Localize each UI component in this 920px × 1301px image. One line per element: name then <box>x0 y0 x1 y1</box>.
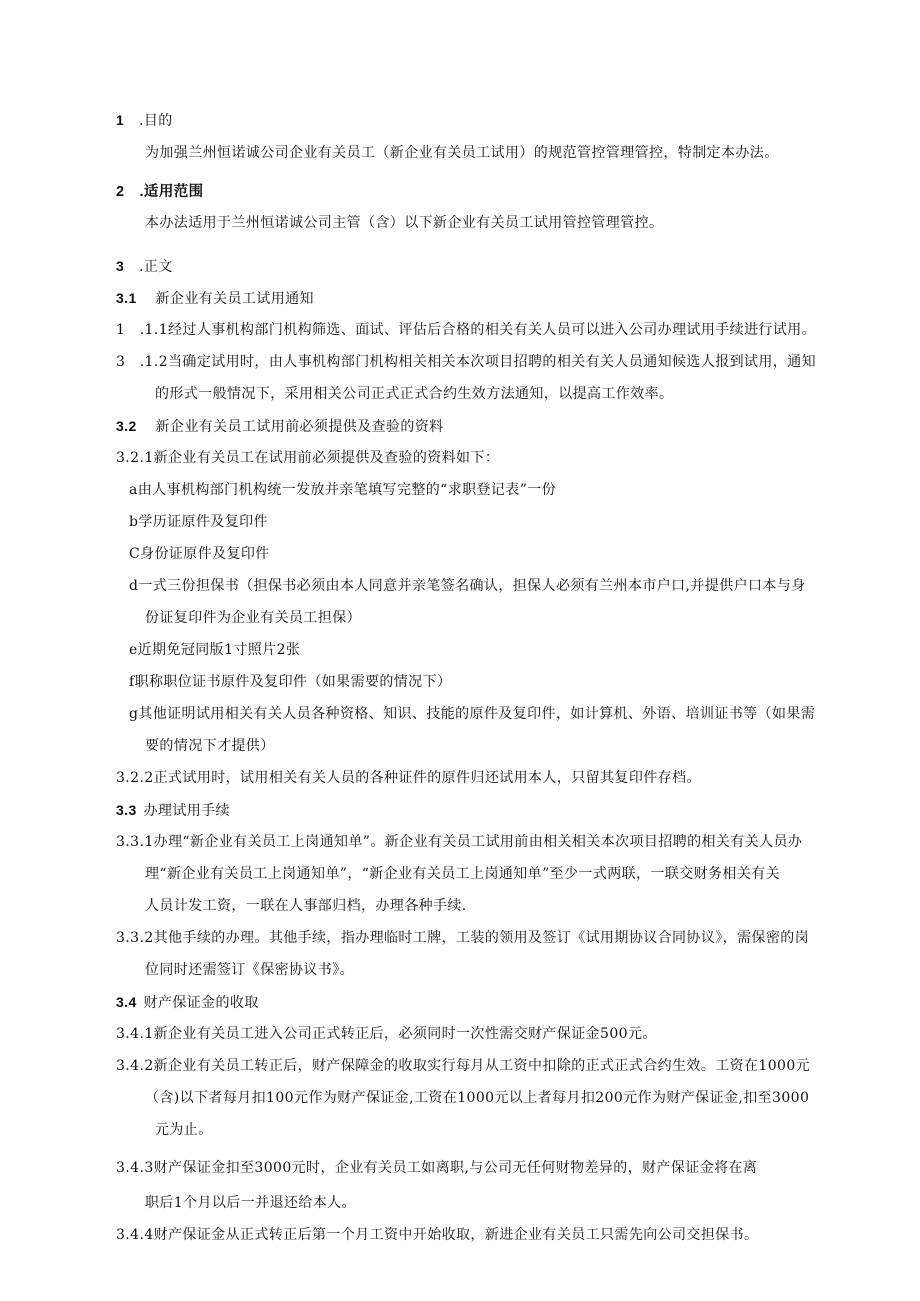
clause-3-3-1-cont-2: 人员计发工资，一联在人事部归档，办理各种手续. <box>145 898 467 914</box>
section-title: .目的 <box>139 113 173 129</box>
clause-3-3-1-cont-1: 理“新企业有关员工上岗通知单”，“新企业有关员工上岗通知单”至少一式两联，一联交财务相关有关 <box>145 866 781 882</box>
clause-3-4-4: 3.4.4财产保证金从正式转正后第一个月工资中开始收取，新进企业有关员工只需先向公司交担保书。 <box>116 1227 759 1243</box>
clause-3-4-1: 3.4.1新企业有关员工进入公司正式转正后，必须同时一次性需交财产保证金500元。 <box>116 1026 657 1042</box>
section-number: 3 <box>116 258 125 274</box>
section-3-heading <box>116 256 173 277</box>
list-item-d: d一式三份担保书（担保书必须由本人同意并亲笔签名确认，担保人必须有兰州本市户口,并提供户口本与身 <box>129 578 806 594</box>
list-item-b: b学历证原件及复印件 <box>129 514 268 530</box>
clause-3-4-2: 3.4.2新企业有关员工转正后，财产保障金的收取实行每月从工资中扣除的正式正式合约生效。工资在1000元 <box>116 1058 811 1074</box>
clause-3-3-2-cont: 位同时还需签订《保密协议书》。 <box>145 962 354 978</box>
list-item-f: f职称职位证书原件及复印件（如果需要的情况下） <box>129 674 452 690</box>
subsection-number: 3.2 <box>116 418 137 434</box>
section-number: 2 <box>116 184 125 200</box>
section-1-body: 为加强兰州恒诺诚公司企业有关员工（新企业有关员工试用）的规范管控管理管控，特制定本办法。 <box>145 145 779 161</box>
list-item-c: C身份证原件及复印件 <box>129 546 270 562</box>
list-item-a: a由人事机构部门机构统一发放并亲笔填写完整的“求职登记表”一份 <box>129 482 557 498</box>
clause-3-1-1: 1 .1.1经过人事机构部门机构筛选、面试、评估后合格的相关有关人员可以进入公司办理试用手续进行试用。 <box>116 322 817 338</box>
clause-3-3-1: 3.3.1办理“新企业有关员工上岗通知单”。新企业有关员工试用前由相关相关本次项目招聘的相关有关人员办 <box>116 834 803 850</box>
list-item-g: g其他证明试用相关有关人员各种资格、知识、技能的原件及复印件，如计算机、外语、培训证书等（如果需 <box>129 706 816 722</box>
clause-3-4-3: 3.4.3财产保证金扣至3000元时，企业有关员工如离职,与公司无任何财物差异的，财产保证金将在离 <box>116 1160 758 1176</box>
section-1-heading <box>116 110 173 131</box>
list-item-e: e近期免冠同版1寸照片2张 <box>129 642 301 658</box>
section-2-heading <box>116 182 204 202</box>
subsection-title: 办理试用手续 <box>143 803 230 819</box>
subsection-number: 3.4 <box>116 994 137 1010</box>
section-2-body: 本办法适用于兰州恒诺诚公司主管（含）以下新企业有关员工试用管控管理管控。 <box>145 215 664 231</box>
subsection-number: 3.3 <box>116 802 137 818</box>
section-title: .适用范围 <box>139 184 204 200</box>
subsection-title: 新企业有关员工试用前必须提供及查验的资料 <box>155 419 444 435</box>
clause-3-2-2: 3.2.2正式试用时，试用相关有关人员的各种证件的原件归还试用本人，只留其复印件存档。 <box>116 770 701 786</box>
clause-3-4-2-cont-2: 元为止。 <box>155 1122 213 1138</box>
subsection-3-4-heading <box>116 992 259 1013</box>
subsection-number: 3.1 <box>116 290 137 306</box>
list-item-g-cont: 要的情况下才提供） <box>145 738 275 754</box>
clause-3-1-2: 3 .1.2当确定试用时，由人事机构部门机构相关相关本次项目招聘的相关有关人员通知候选人报到试用，通知 <box>116 354 817 370</box>
clause-3-4-2-cont-1: （含)以下者每月扣100元作为财产保证金,工资在1000元以上者每月扣200元作为财产保证金,扣至3000 <box>145 1090 810 1106</box>
list-item-d-cont: 份证复印件为企业有关员工担保） <box>145 610 361 626</box>
section-number: 1 <box>116 112 125 128</box>
subsection-3-3-heading <box>116 800 230 821</box>
clause-3-1-2-cont: 的形式一般情况下，采用相关公司正式正式合约生效方法通知，以提高工作效率。 <box>155 386 674 402</box>
clause-3-2-1: 3.2.1新企业有关员工在试用前必须提供及查验的资料如下： <box>116 450 500 466</box>
subsection-title: 新企业有关员工试用通知 <box>155 291 314 307</box>
subsection-title: 财产保证金的收取 <box>143 995 259 1011</box>
clause-3-4-3-cont: 职后1个月以后一并退还给本人。 <box>145 1195 356 1211</box>
subsection-3-2-heading <box>116 416 444 437</box>
subsection-3-1-heading <box>116 288 314 309</box>
clause-3-3-2: 3.3.2其他手续的办理。其他手续，指办理临时工牌，工装的领用及签订《试用期协议合同协议》，需保密的岗 <box>116 930 810 946</box>
section-title: .正文 <box>139 259 173 275</box>
